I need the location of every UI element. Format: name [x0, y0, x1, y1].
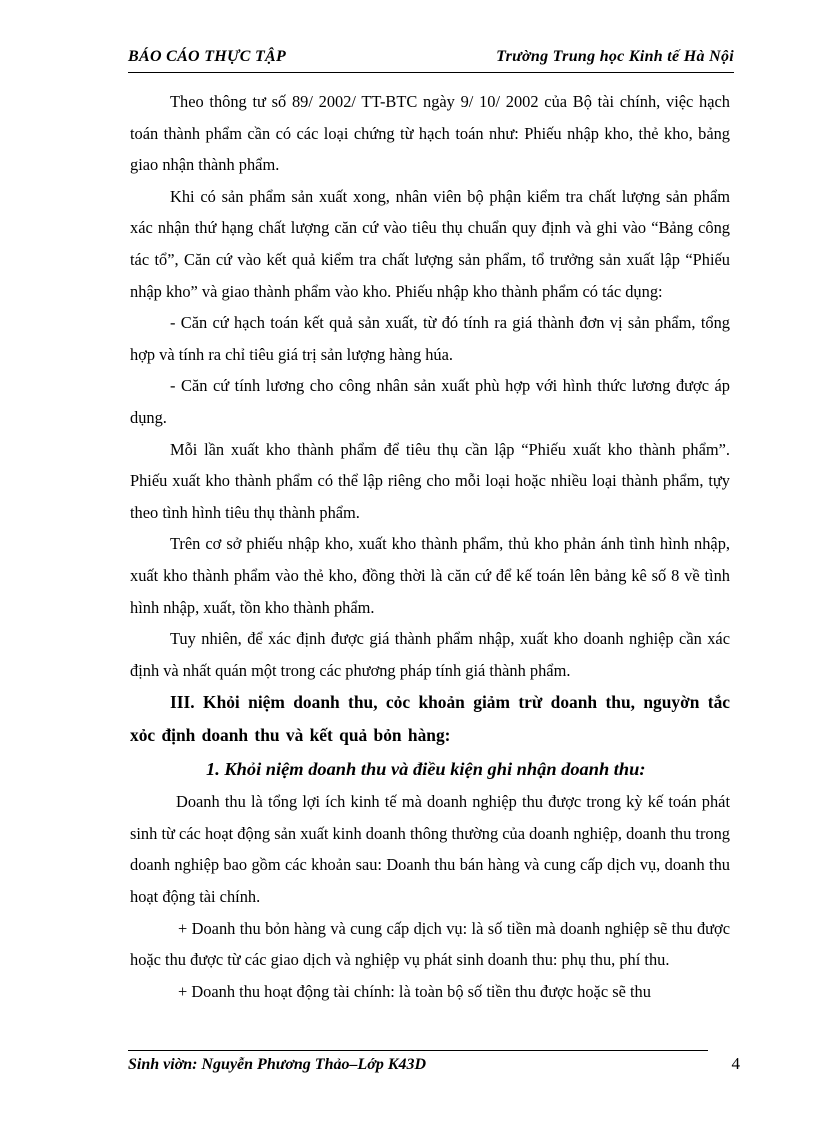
paragraph: + Doanh thu hoạt động tài chính: là toàn bộ số tiền thu được hoặc sẽ thu	[178, 981, 651, 1001]
section-heading: III. Khỏi niệm doanh thu, cỏc khoản giảm trừ doanh thu, nguyờn tắc xỏc định doanh thu và kết quả bỏn hàng:	[130, 692, 730, 746]
paragraph: Trên cơ sở phiếu nhập kho, xuất kho thành phẩm, thủ kho phản ánh tình hình nhập, xuất kho thành phẩm vào thẻ kho, đồng thời là căn cứ để kế toán lên bảng kê số 8 về tình hình nhập, xuất, tồn kho thành phẩm.	[130, 534, 730, 617]
report-title: BÁO CÁO THỰC TẬP	[128, 48, 287, 65]
page-footer	[128, 1056, 740, 1074]
paragraph: Tuy nhiên, để xác định được giá thành phẩm nhập, xuất kho doanh nghiệp cần xác định và nhất quán một trong các phương pháp tính giá thành phẩm.	[130, 629, 730, 680]
page-header	[128, 46, 734, 73]
student-info: Sinh viờn: Nguyễn Phương Thảo–Lớp K43D	[128, 1056, 427, 1073]
footer-divider	[128, 1050, 708, 1051]
paragraph: Mỗi lần xuất kho thành phẩm để tiêu thụ cần lập “Phiếu xuất kho thành phẩm”. Phiếu xuất kho thành phẩm có thể lập riêng cho mỗi loại hoặc nhiều loại thành phẩm, tựy theo tình hình tiêu thụ thành phẩm.	[130, 439, 730, 522]
paragraph: + Doanh thu bỏn hàng và cung cấp dịch vụ: là số tiền mà doanh nghiệp sẽ thu được hoặc thu được từ các giao dịch và nghiệp vụ phát sinh doanh thu: phụ thu, phí thu.	[130, 918, 730, 970]
subsection-heading: 1. Khỏi niệm doanh thu và điều kiện ghi nhận doanh thu:	[206, 759, 646, 780]
paragraph: Doanh thu là tổng lợi ích kinh tế mà doanh nghiệp thu được trong kỳ kế toán phát sinh từ các hoạt động sản xuất kinh doanh thông thường của doanh nghiệp, doanh thu trong doanh nghiệp bao gồm các khoản sau: Doanh thu bán hàng và cung cấp dịch vụ, doanh thu hoạt động tài chính.	[130, 792, 730, 907]
school-name: Trường Trung học Kinh tế Hà Nội	[496, 48, 734, 65]
paragraph: Theo thông tư số 89/ 2002/ TT-BTC ngày 9/ 10/ 2002 của Bộ tài chính, việc hạch toán thành phẩm cần có các loại chứng từ hạch toán như: Phiếu nhập kho, thẻ kho, bảng giao nhận thành phẩm.	[130, 92, 730, 175]
page-content	[130, 86, 730, 1007]
paragraph: Khi có sản phẩm sản xuất xong, nhân viên bộ phận kiểm tra chất lượng sản phẩm xác nhận thứ hạng chất lượng căn cứ vào tiêu thụ chuẩn quy định và ghi vào “Bảng công tác tổ”, Căn cứ vào kết quả kiểm tra chất lượng sản phẩm, tổ trưởng sản xuất lập “Phiếu nhập kho” và giao thành phẩm vào kho. Phiếu nhập kho thành phẩm có tác dụng:	[130, 186, 730, 301]
paragraph: - Căn cứ hạch toán kết quả sản xuất, từ đó tính ra giá thành đơn vị sản phẩm, tổng hợp và tính ra chỉ tiêu giá trị sản lượng hàng húa.	[130, 313, 730, 364]
paragraph: - Căn cứ tính lương cho công nhân sản xuất phù hợp với hình thức lương được áp dụng.	[130, 376, 730, 427]
page-number: 4	[731, 1054, 740, 1073]
